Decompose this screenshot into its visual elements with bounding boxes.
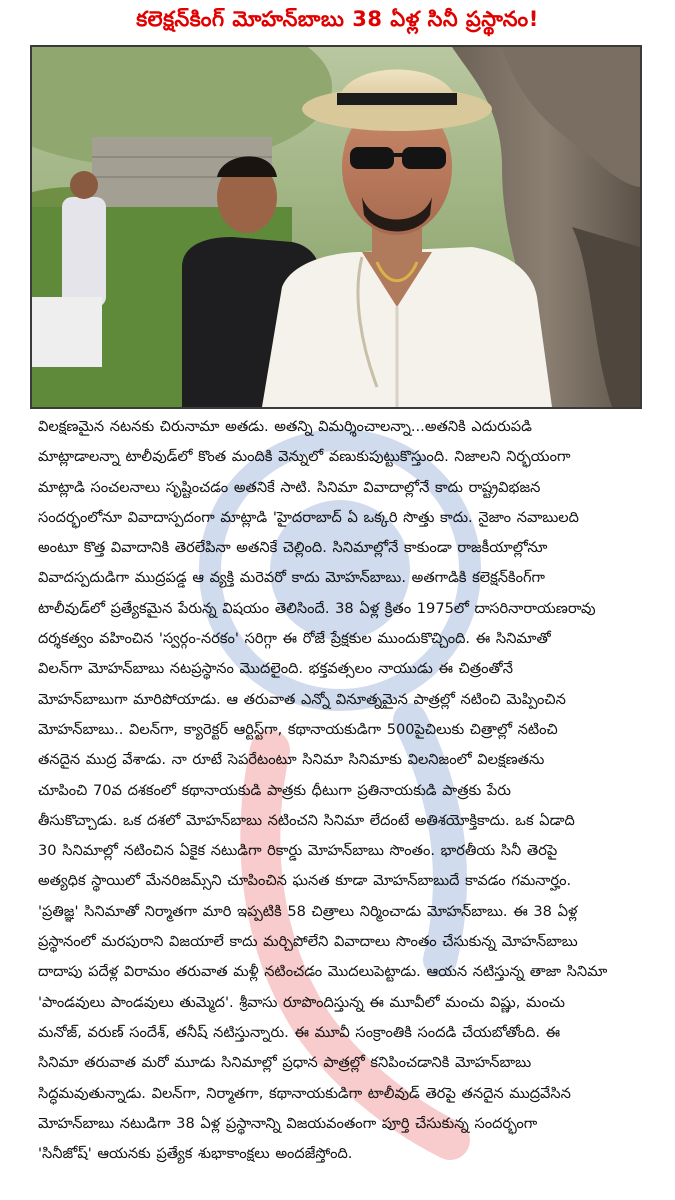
article-line: 30 సినిమాల్లో నటించిన ఏకైక నటుడిగా రికార్డు మోహన్‌బాబు సొంతం. భారతీయ సినీ తెరపై (38, 842, 558, 860)
article-photo (30, 45, 642, 409)
article-line: మాట్లాడాలన్నా టాలీవుడ్‌లో కొంత మందికి వెన్నులో వణుకుపుట్టుకొస్తుంది. నిజాలని నిర్భయంగా (38, 448, 571, 466)
article-line: విలన్‌గా మోహన్‌బాబు నటప్రస్థానం మొదలైంది. భక్తవత్సలం నాయుడు ఈ చిత్రంతోనే (38, 660, 514, 678)
article-line: 'పాండవులు పాండవులు తుమ్మెద'. శ్రీవాసు రూపొందిస్తున్న ఈ మూవీలో మంచు విష్ణు, మంచు (38, 993, 565, 1011)
article-line: అత్యధిక స్థాయిలో మేనరిజమ్స్‌ని చూపించిన ఘనత కూడా మోహన్‌బాబుదే కావడం గమనార్హం. (38, 872, 572, 890)
article-line: తీసుకొచ్చాడు. ఒక దశలో మోహన్‌బాబు నటించని సినిమా లేదంటే అతిశయోక్తికాదు. ఒక ఏడాది (38, 811, 575, 829)
article-line: అంటూ కొత్త వివాదానికి తెరలేపినా అతనికే చెల్లింది. సినిమాల్లోనే కాకుండా రాజకీయాల్లోనూ (38, 539, 548, 557)
article-line: దాదాపు పదేళ్ల విరామం తరువాత మళ్లీ నటించడం మొదలుపెట్టాడు. ఆయన నటిస్తున్న తాజా సినిమా (38, 963, 608, 981)
article-line: మోహన్‌బాబు నటుడిగా 38 ఏళ్ల ప్రస్థానాన్ని విజయవంతంగా పూర్తి చేసుకున్న సందర్భంగా (38, 1114, 538, 1132)
article-line: చూపించి 70వ దశకంలో కథానాయకుడి పాత్రకు ధీటుగా ప్రతినాయకుడి పాత్రకు పేరు (38, 781, 511, 799)
article-line: 'సినీజోష్' ఆయనకు ప్రత్యేక శుభాకాంక్షలు అందజేస్తోంది. (38, 1145, 353, 1163)
article-line: దర్శకత్వం వహించిన 'స్వర్గం-నరకం' సరిగ్గా ఈ రోజే ప్రేక్షకుల ముందుకొచ్చింది. ఈ సినిమాతో (38, 630, 551, 648)
article-line: మనోజ్, వరుణ్ సందేశ్, తనీష్ నటిస్తున్నారు. ఈ మూవీ సంక్రాంతికి సందడి చేయబోతోంది. ఈ (38, 1023, 561, 1041)
article-line: సందర్భంలోనూ వివాదాస్పదంగా మాట్లాడి 'హైదరాబాద్ ఏ ఒక్కరి సొత్తు కాదు. నైజాం నవాబులది (38, 508, 579, 526)
article-line: వివాదస్పదుడిగా ముద్రపడ్డ ఆ వ్యక్తి మరెవరో కాదు మోహన్‌బాబు. అతగాడికి కలెక్షన్‌కింగ్‌గా (38, 569, 545, 587)
article-line: ప్రస్థానంలో మరపురాని విజయాలే కాదు మర్చిపోలేని వివాదాలు సొంతం చేసుకున్న మోహన్‌బాబు (38, 933, 578, 951)
article-line: సిద్ధమవుతున్నాడు. విలన్‌గా, నిర్మాతగా, కథానాయకుడిగా టాలీవుడ్ తెరపై తనదైన ముద్రవేసిన (38, 1084, 571, 1102)
article-line: టాలీవుడ్‌లో ప్రత్యేకమైన పేరున్న విషయం తెలిసిందే. 38 ఏళ్ల క్రితం 1975లో దాసరినారాయణరావు (38, 599, 596, 617)
article-line: విలక్షణమైన నటనకు చిరునామా అతడు. అతన్ని విమర్శించాలన్నా...అతనికి ఎదురుపడి (38, 418, 532, 435)
article-body (38, 412, 638, 1169)
article-line: 'ప్రతిజ్ఞ' సినిమాతో నిర్మాతగా మారి ఇప్పటికి 58 చిత్రాలు నిర్మించాడు మోహన్‌బాబు. ఈ 38 ఏళ్ల (38, 902, 578, 920)
article-line: తనదైన ముద్ర వేశాడు. నా రూటే సెపరేటంటూ సినిమా సినిమాకు విలనిజంలో విలక్షణతను (38, 751, 545, 769)
article-headline: కలెక్షన్‌కింగ్ మోహన్‌బాబు 38 ఏళ్ల సినీ ప్రస్థానం! (136, 7, 539, 31)
article-line: సినిమా తరువాత మరో మూడు సినిమాల్లో ప్రధాన పాత్రల్లో కనిపించడానికి మోహన్‌బాబు (38, 1054, 532, 1072)
photo-illustration (32, 47, 640, 407)
article-line: మాట్లాడి సంచలనాలు సృష్టించడం అతనికే సాటి. సినిమా వివాదాల్లోనే కాదు రాష్ట్రవిభజన (38, 478, 541, 496)
article-line: మోహన్‌బాబు.. విలన్‌గా, క్యారెక్టర్ ఆర్టిస్ట్‌గా, కథానాయకుడిగా 500పైచిలుకు చిత్రాల్లో నటించి (38, 720, 558, 738)
article-line: మోహన్‌బాబుగా మారిపోయాడు. ఆ తరువాత ఎన్నో వినూత్నమైన పాత్రల్లో నటించి మెప్పించిన (38, 690, 566, 708)
